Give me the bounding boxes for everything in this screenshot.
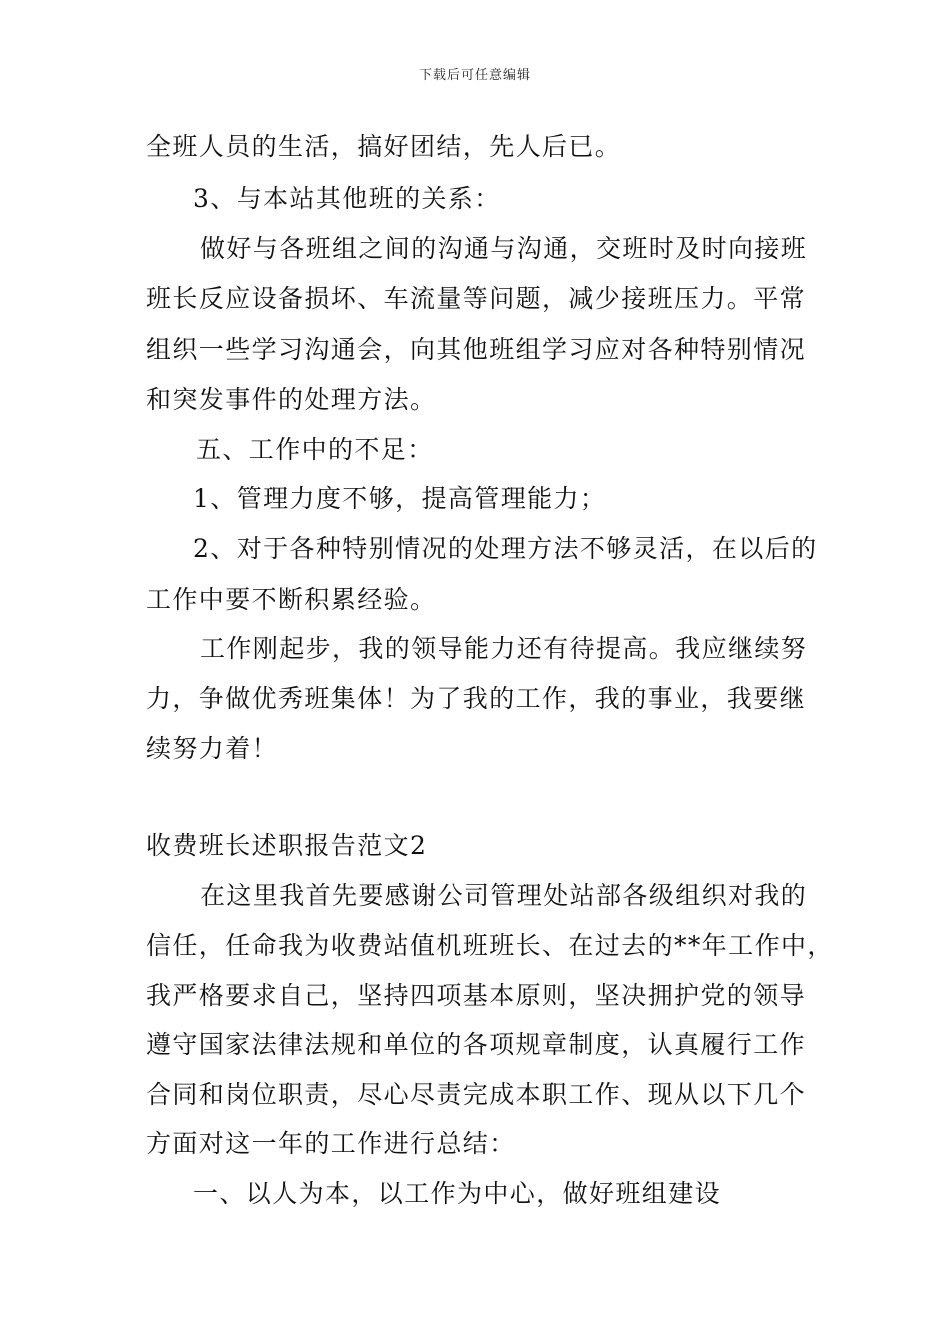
section-heading: 收费班长述职报告范文2: [146, 831, 428, 860]
body-line: 和突发事件的处理方法。: [146, 385, 437, 414]
body-line: 我严格要求自己，坚持四项基本原则，坚决拥护党的领导: [146, 981, 807, 1010]
body-line: 工作刚起步，我的领导能力还有待提高。我应继续努: [200, 634, 808, 663]
body-line: 信任，任命我为收费站值机班班长、在过去的**年工作中，: [146, 931, 834, 960]
body-line: 续努力着！: [146, 734, 279, 763]
body-line: 组织一些学习沟通会，向其他班组学习应对各种特别情况: [146, 335, 807, 364]
body-line: 在这里我首先要感谢公司管理处站部各级组织对我的: [200, 881, 808, 910]
body-line: 五、工作中的不足：: [196, 435, 434, 464]
body-line: 一、以人为本，以工作为中心，做好班组建设: [193, 1179, 722, 1208]
body-line: 工作中要不断积累经验。: [146, 585, 437, 614]
body-line: 合同和岗位职责，尽心尽责完成本职工作、现从以下几个: [146, 1080, 807, 1109]
page-header: 下载后可任意编辑: [418, 68, 531, 83]
body-line: 方面对这一年的工作进行总结：: [146, 1129, 516, 1158]
body-line: 做好与各班组之间的沟通与沟通，交班时及时向接班: [200, 234, 808, 263]
body-line: 遵守国家法律法规和单位的各项规章制度，认真履行工作: [146, 1030, 807, 1059]
body-line: 力，争做优秀班集体！为了我的工作，我的事业，我要继: [146, 684, 807, 713]
body-line: 全班人员的生活，搞好团结，先人后已。: [146, 132, 622, 161]
body-line: 1、管理力度不够，提高管理能力；: [193, 484, 607, 513]
body-line: 2、对于各种特别情况的处理方法不够灵活，在以后的: [193, 534, 818, 563]
body-line: 3、与本站其他班的关系：: [193, 184, 501, 213]
body-line: 班长反应设备损坏、车流量等问题，减少接班压力。平常: [146, 284, 807, 313]
